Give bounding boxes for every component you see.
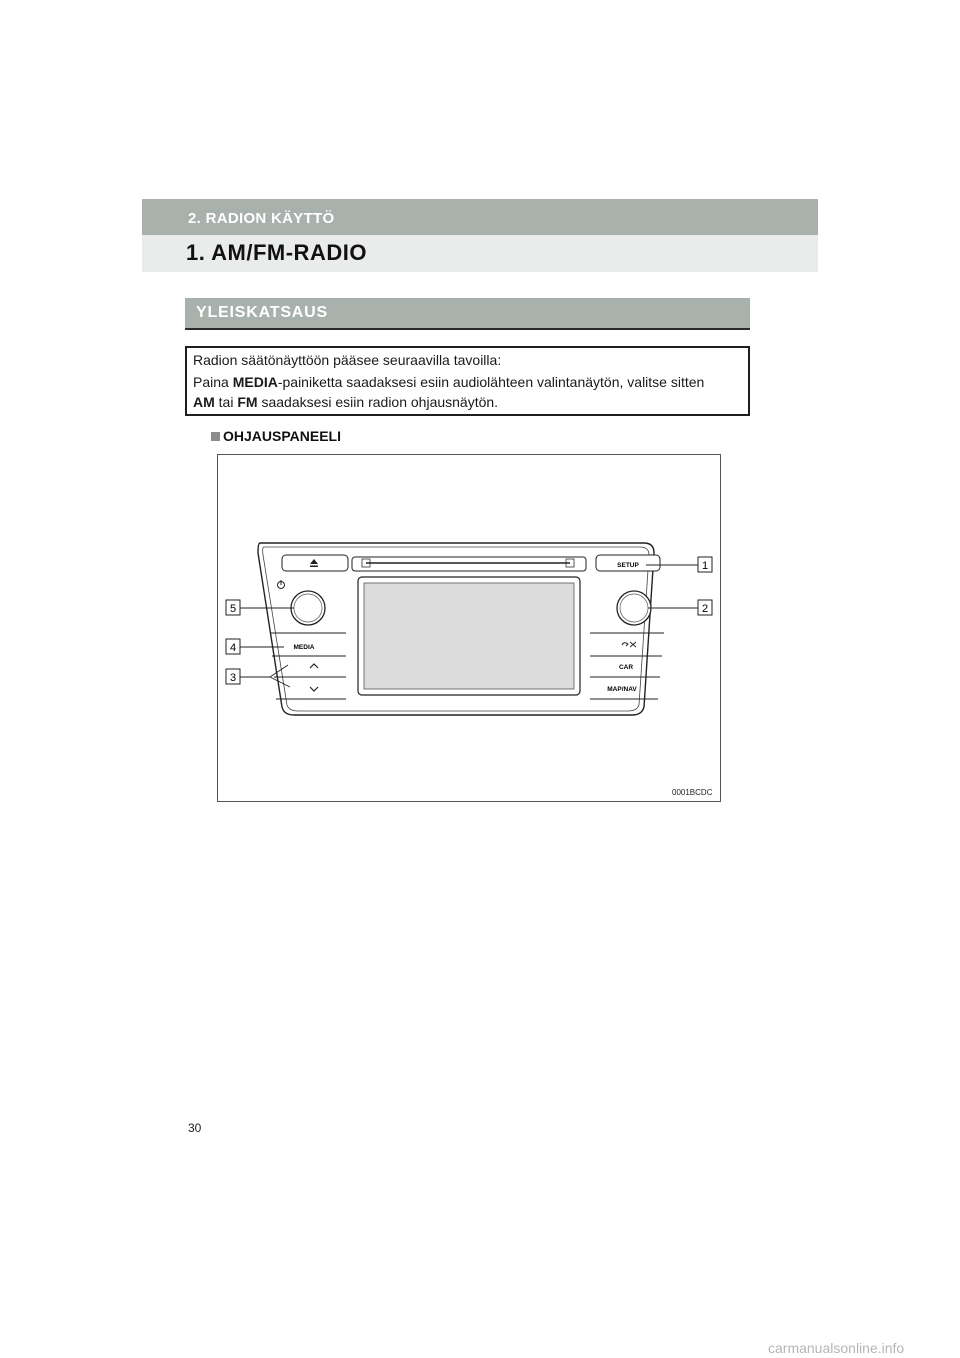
subheading (211, 428, 341, 444)
callout-2-number: 2 (701, 603, 709, 615)
page-number: 30 (188, 1121, 202, 1135)
control-panel-illustration (218, 455, 720, 801)
figure-code: 0001BCDC (672, 788, 713, 797)
page-title: 1. AM/FM-RADIO (186, 240, 367, 265)
info-line-3 (193, 394, 498, 410)
setup-label: SETUP (617, 562, 639, 569)
square-bullet-icon (211, 432, 220, 441)
callout-3-number: 3 (229, 672, 237, 684)
chapter-title: 2. RADION KÄYTTÖ (188, 210, 335, 227)
callout-5-number: 5 (229, 603, 237, 615)
section-title: YLEISKATSAUS (196, 304, 328, 321)
am-keyword: AM (193, 394, 215, 410)
info-text: saadaksesi esiin radion ohjausnäytön. (257, 394, 499, 410)
power-volume-knob (291, 591, 325, 625)
media-keyword: MEDIA (232, 374, 278, 390)
control-panel-figure (217, 454, 721, 802)
info-box (185, 346, 750, 416)
cd-slot-frame (352, 557, 586, 571)
section-divider (185, 328, 750, 330)
callout-4-number: 4 (229, 642, 237, 654)
info-line-1: Radion säätönäyttöön pääsee seuraavilla tavoilla: (193, 352, 502, 368)
subheading-text: OHJAUSPANEELI (223, 428, 341, 444)
eject-icon-bar (310, 566, 318, 568)
car-label: CAR (618, 664, 634, 671)
info-text: tai (214, 394, 238, 410)
fm-keyword: FM (237, 394, 258, 410)
info-text: Paina (193, 374, 233, 390)
map-nav-label: MAP/NAV (607, 686, 637, 693)
tune-scroll-knob (617, 591, 651, 625)
info-line-2 (193, 374, 704, 390)
media-label: MEDIA (293, 644, 315, 651)
info-text: -painiketta saadaksesi esiin audiolähteen valintanäytön, valitse sitten (277, 374, 705, 390)
watermark: carmanualsonline.info (768, 1340, 905, 1356)
callout-1-number: 1 (701, 560, 709, 572)
touch-screen (364, 583, 574, 689)
